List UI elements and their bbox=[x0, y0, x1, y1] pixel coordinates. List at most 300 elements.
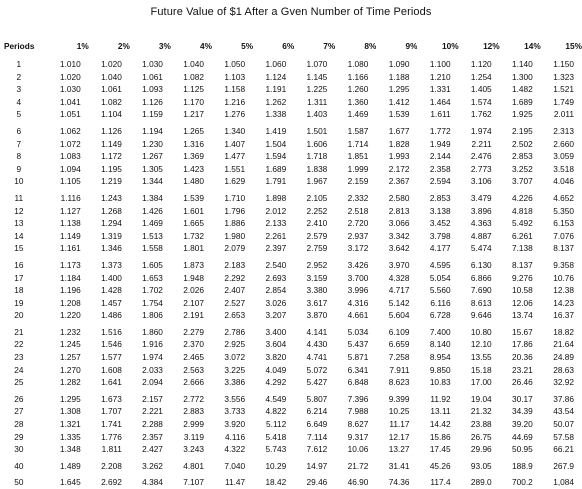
value-cell: 3.518 bbox=[553, 163, 574, 174]
value-cell: 2.033 bbox=[142, 364, 163, 375]
value-cell: 1.776 bbox=[101, 431, 122, 442]
table-title: Future Value of $1 After a Gven Number of Time Periods bbox=[150, 6, 432, 18]
value-cell: 1.464 bbox=[429, 96, 451, 107]
value-cell: 1.126 bbox=[142, 96, 163, 107]
value-cell: 1.577 bbox=[101, 352, 122, 363]
value-cell: 1.348 bbox=[59, 444, 81, 455]
value-cell: 3.996 bbox=[347, 285, 369, 296]
value-cell: 3.733 bbox=[224, 406, 246, 417]
value-cell: 2.221 bbox=[142, 406, 163, 417]
value-cell: 1.243 bbox=[101, 192, 122, 203]
value-cell: 4.887 bbox=[470, 230, 492, 241]
value-cell: 10.83 bbox=[429, 377, 451, 388]
table-row bbox=[0, 58, 582, 71]
value-cell: 1.851 bbox=[347, 151, 369, 162]
value-cell: 1.405 bbox=[470, 84, 492, 95]
value-cell: 18.82 bbox=[553, 326, 574, 337]
value-cell: 1.806 bbox=[142, 310, 163, 321]
value-cell: 1.127 bbox=[59, 205, 81, 216]
value-cell: 13.74 bbox=[512, 310, 533, 321]
value-cell: 44.69 bbox=[512, 431, 533, 442]
period-cell: 8 bbox=[16, 151, 22, 162]
value-cell: 1.061 bbox=[101, 84, 122, 95]
value-cell: 11.92 bbox=[430, 393, 451, 404]
value-cell: 2.261 bbox=[265, 230, 287, 241]
value-cell: 12.17 bbox=[388, 431, 410, 442]
value-cell: 2.144 bbox=[429, 151, 451, 162]
value-cell: 2.540 bbox=[265, 259, 287, 270]
value-cell: 4.818 bbox=[512, 205, 533, 216]
value-cell: 1.860 bbox=[142, 326, 163, 337]
value-cell: 1.587 bbox=[347, 125, 369, 136]
table-row bbox=[0, 175, 582, 188]
value-cell: 11.47 bbox=[224, 477, 246, 488]
value-cell: 7.988 bbox=[347, 406, 369, 417]
value-cell: 2.026 bbox=[183, 285, 205, 296]
value-cell: 1.407 bbox=[224, 138, 246, 149]
value-cell: 4.226 bbox=[512, 192, 533, 203]
period-cell: 15 bbox=[14, 243, 24, 254]
value-cell: 4.549 bbox=[265, 393, 287, 404]
table-row bbox=[0, 272, 582, 285]
table-row bbox=[0, 351, 582, 364]
value-cell: 7.612 bbox=[306, 444, 328, 455]
table-row bbox=[0, 205, 582, 218]
value-cell: 9.317 bbox=[347, 431, 369, 442]
value-cell: 2.518 bbox=[347, 205, 369, 216]
value-cell: 1.103 bbox=[224, 71, 246, 82]
value-cell: 1.702 bbox=[142, 285, 163, 296]
value-cell: 1.501 bbox=[306, 125, 328, 136]
value-cell: 2.660 bbox=[553, 138, 574, 149]
value-cell: 29.46 bbox=[306, 477, 328, 488]
value-cell: 6.728 bbox=[429, 310, 451, 321]
value-cell: 2.786 bbox=[224, 326, 246, 337]
value-cell: 9.399 bbox=[388, 393, 410, 404]
table-row bbox=[0, 230, 582, 243]
value-cell: 1.412 bbox=[388, 96, 410, 107]
table-row bbox=[0, 163, 582, 176]
value-cell: 1.124 bbox=[265, 71, 287, 82]
value-cell: 1.126 bbox=[101, 125, 122, 136]
column-header-rate: 10% bbox=[441, 41, 459, 51]
value-cell: 93.05 bbox=[470, 460, 492, 471]
value-cell: 1.308 bbox=[59, 406, 81, 417]
value-cell: 1.305 bbox=[142, 163, 163, 174]
value-cell: 2.292 bbox=[224, 272, 246, 283]
value-cell: 5.418 bbox=[265, 431, 287, 442]
value-cell: 7.114 bbox=[307, 431, 328, 442]
value-cell: 1.195 bbox=[101, 163, 122, 174]
value-cell: 1.149 bbox=[101, 138, 122, 149]
value-cell: 8.140 bbox=[429, 339, 451, 350]
value-cell: 2.720 bbox=[347, 218, 369, 229]
value-cell: 1.140 bbox=[512, 59, 533, 69]
value-cell: 30.17 bbox=[512, 393, 533, 404]
value-cell: 1.050 bbox=[224, 59, 246, 69]
value-cell: 1.340 bbox=[224, 125, 246, 136]
value-cell: 3.207 bbox=[265, 310, 287, 321]
value-cell: 1.194 bbox=[142, 125, 163, 136]
value-cell: 1.191 bbox=[265, 84, 287, 95]
period-cell: 13 bbox=[14, 218, 24, 229]
value-cell: 28.63 bbox=[553, 364, 574, 375]
value-cell: 1.295 bbox=[388, 84, 410, 95]
value-cell: 2.211 bbox=[471, 138, 492, 149]
value-cell: 1.749 bbox=[553, 96, 574, 107]
period-cell: 20 bbox=[14, 310, 24, 321]
table-row bbox=[0, 71, 582, 84]
value-cell: 6.848 bbox=[347, 377, 369, 388]
value-cell: 1.403 bbox=[306, 109, 328, 120]
value-cell: 1.208 bbox=[59, 297, 81, 308]
value-cell: 3.452 bbox=[429, 218, 451, 229]
value-cell: 1.070 bbox=[306, 59, 328, 69]
value-cell: 1.295 bbox=[59, 393, 81, 404]
period-cell: 5 bbox=[16, 109, 22, 120]
value-cell: 1.344 bbox=[142, 176, 163, 187]
value-cell: 3.400 bbox=[265, 326, 287, 337]
value-cell: 3.342 bbox=[388, 230, 410, 241]
value-cell: 46.90 bbox=[347, 477, 369, 488]
value-cell: 34.39 bbox=[512, 406, 533, 417]
value-cell: 2.313 bbox=[553, 125, 574, 136]
table-row bbox=[0, 460, 582, 473]
value-cell: 66.21 bbox=[553, 444, 574, 455]
value-cell: 43.54 bbox=[553, 406, 574, 417]
value-cell: 1.608 bbox=[101, 364, 122, 375]
value-cell: 1.104 bbox=[101, 109, 122, 120]
value-cell: 2.853 bbox=[512, 151, 533, 162]
value-cell: 2.937 bbox=[347, 230, 369, 241]
value-cell: 1.606 bbox=[306, 138, 328, 149]
value-cell: 3.225 bbox=[224, 364, 246, 375]
value-cell: 8.623 bbox=[388, 377, 410, 388]
value-cell: 32.92 bbox=[553, 377, 574, 388]
value-cell: 4.717 bbox=[388, 285, 410, 296]
value-cell: 4.116 bbox=[224, 431, 246, 442]
value-cell: 9.276 bbox=[512, 272, 533, 283]
value-cell: 1.172 bbox=[101, 151, 122, 162]
table-row bbox=[0, 476, 582, 489]
value-cell: 1.094 bbox=[59, 163, 81, 174]
value-cell: 2.925 bbox=[224, 339, 246, 350]
future-value-table bbox=[0, 40, 582, 489]
value-cell: 3.920 bbox=[224, 419, 246, 430]
value-cell: 5.871 bbox=[347, 352, 369, 363]
period-cell: 14 bbox=[14, 230, 24, 241]
value-cell: 1.974 bbox=[142, 352, 163, 363]
value-cell: 188.9 bbox=[512, 460, 533, 471]
period-cell: 22 bbox=[14, 339, 24, 350]
value-cell: 3.119 bbox=[183, 431, 205, 442]
value-cell: 4.328 bbox=[388, 272, 410, 283]
table-row bbox=[0, 125, 582, 138]
value-cell: 1.641 bbox=[101, 377, 122, 388]
value-cell: 1.605 bbox=[142, 259, 163, 270]
value-cell: 1.072 bbox=[59, 138, 81, 149]
value-cell: 13.11 bbox=[430, 406, 451, 417]
value-cell: 1.159 bbox=[142, 109, 163, 120]
value-cell: 1.689 bbox=[265, 163, 287, 174]
value-cell: 2.476 bbox=[470, 151, 492, 162]
value-cell: 1.539 bbox=[183, 192, 205, 203]
value-cell: 3.820 bbox=[265, 352, 287, 363]
value-cell: 3.896 bbox=[470, 205, 492, 216]
table-row bbox=[0, 364, 582, 377]
value-cell: 1.574 bbox=[470, 96, 492, 107]
value-cell: 3.252 bbox=[512, 163, 533, 174]
value-cell: 5.492 bbox=[512, 218, 533, 229]
period-cell: 23 bbox=[14, 352, 24, 363]
value-cell: 8.954 bbox=[429, 352, 451, 363]
value-cell: 4.316 bbox=[347, 297, 369, 308]
value-cell: 1.653 bbox=[142, 272, 163, 283]
value-cell: 1.741 bbox=[101, 419, 122, 430]
value-cell: 5.743 bbox=[265, 444, 287, 455]
value-cell: 4.141 bbox=[306, 326, 328, 337]
value-cell: 8.613 bbox=[470, 297, 492, 308]
value-cell: 1.217 bbox=[183, 109, 205, 120]
value-cell: 7.107 bbox=[183, 477, 205, 488]
value-cell: 5.034 bbox=[347, 326, 369, 337]
value-cell: 5.072 bbox=[306, 364, 328, 375]
value-cell: 1.594 bbox=[265, 151, 287, 162]
value-cell: 267.9 bbox=[553, 460, 574, 471]
value-cell: 15.86 bbox=[429, 431, 451, 442]
column-header-rate: 7% bbox=[323, 41, 336, 51]
value-cell: 3.798 bbox=[429, 230, 451, 241]
value-cell: 1.629 bbox=[224, 176, 246, 187]
value-cell: 1.083 bbox=[59, 151, 81, 162]
value-cell: 3.026 bbox=[265, 297, 287, 308]
value-cell: 26.46 bbox=[512, 377, 533, 388]
table-row bbox=[0, 138, 582, 151]
value-cell: 29.96 bbox=[470, 444, 492, 455]
value-cell: 23.88 bbox=[470, 419, 492, 430]
value-cell: 1.061 bbox=[142, 71, 163, 82]
value-cell: 1.188 bbox=[388, 71, 410, 82]
value-cell: 3.386 bbox=[224, 377, 246, 388]
value-cell: 1.170 bbox=[183, 96, 205, 107]
value-cell: 37.86 bbox=[553, 393, 574, 404]
value-cell: 3.870 bbox=[306, 310, 328, 321]
value-cell: 3.138 bbox=[429, 205, 451, 216]
value-cell: 17.00 bbox=[470, 377, 492, 388]
table-row bbox=[0, 217, 582, 230]
value-cell: 2.853 bbox=[429, 192, 451, 203]
value-cell: 1.707 bbox=[101, 406, 122, 417]
value-cell: 5.054 bbox=[429, 272, 451, 283]
value-cell: 1.469 bbox=[142, 218, 163, 229]
period-cell: 6 bbox=[16, 125, 22, 136]
value-cell: 3.642 bbox=[388, 243, 410, 254]
value-cell: 12.06 bbox=[512, 297, 533, 308]
value-cell: 1.419 bbox=[265, 125, 287, 136]
value-cell: 21.32 bbox=[470, 406, 492, 417]
value-cell: 7.138 bbox=[512, 243, 533, 254]
value-cell: 4.177 bbox=[429, 243, 451, 254]
value-cell: 2.357 bbox=[142, 431, 163, 442]
value-cell: 4.363 bbox=[470, 218, 492, 229]
value-cell: 1.030 bbox=[59, 84, 81, 95]
column-header-rate: 2% bbox=[117, 41, 130, 51]
value-cell: 1.384 bbox=[142, 192, 163, 203]
value-cell: 1.360 bbox=[347, 96, 369, 107]
value-cell: 6.130 bbox=[470, 259, 492, 270]
value-cell: 1.311 bbox=[307, 96, 328, 107]
value-cell: 9.358 bbox=[553, 259, 574, 270]
period-cell: 17 bbox=[14, 272, 24, 283]
value-cell: 3.262 bbox=[142, 460, 163, 471]
value-cell: 1.516 bbox=[101, 326, 122, 337]
value-cell: 2.759 bbox=[306, 243, 328, 254]
value-cell: 1.551 bbox=[224, 163, 246, 174]
value-cell: 1.260 bbox=[347, 84, 369, 95]
period-cell: 50 bbox=[14, 477, 24, 488]
value-cell: 11.17 bbox=[389, 419, 410, 430]
value-cell: 4.430 bbox=[306, 339, 328, 350]
table-row bbox=[0, 242, 582, 255]
value-cell: 5.112 bbox=[266, 419, 287, 430]
value-cell: 2.692 bbox=[101, 477, 122, 488]
table-row bbox=[0, 405, 582, 418]
value-cell: 1.150 bbox=[553, 59, 574, 69]
value-cell: 2.813 bbox=[388, 205, 410, 216]
period-cell: 4 bbox=[16, 96, 22, 107]
value-cell: 1.796 bbox=[224, 205, 246, 216]
value-cell: 2.563 bbox=[183, 364, 205, 375]
value-cell: 2.773 bbox=[470, 163, 492, 174]
value-cell: 1.300 bbox=[512, 71, 533, 82]
value-cell: 3.380 bbox=[306, 285, 328, 296]
value-cell: 1.120 bbox=[470, 59, 492, 69]
value-cell: 1.173 bbox=[59, 259, 81, 270]
table-row bbox=[0, 326, 582, 339]
value-cell: 10.76 bbox=[553, 272, 574, 283]
value-cell: 1.714 bbox=[347, 138, 369, 149]
value-cell: 1.710 bbox=[224, 192, 246, 203]
value-cell: 7.396 bbox=[347, 393, 369, 404]
value-cell: 1.232 bbox=[59, 326, 81, 337]
value-cell: 1.116 bbox=[60, 192, 81, 203]
column-header-rate: 9% bbox=[405, 41, 418, 51]
value-cell: 1.373 bbox=[101, 259, 122, 270]
value-cell: 2.527 bbox=[224, 297, 246, 308]
value-cell: 3.243 bbox=[183, 444, 205, 455]
value-cell: 7.258 bbox=[388, 352, 410, 363]
value-cell: 117.4 bbox=[430, 477, 451, 488]
value-cell: 5.807 bbox=[306, 393, 328, 404]
value-cell: 1.220 bbox=[59, 310, 81, 321]
value-cell: 2.410 bbox=[306, 218, 328, 229]
value-cell: 2.772 bbox=[183, 393, 205, 404]
value-cell: 17.86 bbox=[512, 339, 533, 350]
period-cell: 29 bbox=[14, 431, 24, 442]
value-cell: 2.105 bbox=[306, 192, 328, 203]
value-cell: 1.762 bbox=[470, 109, 492, 120]
value-cell: 1.477 bbox=[224, 151, 246, 162]
table-row bbox=[0, 309, 582, 322]
future-value-table-container bbox=[0, 40, 582, 489]
value-cell: 1.426 bbox=[142, 205, 163, 216]
value-cell: 1.948 bbox=[183, 272, 205, 283]
value-cell: 3.426 bbox=[347, 259, 369, 270]
value-cell: 1.504 bbox=[265, 138, 287, 149]
value-cell: 2.172 bbox=[388, 163, 410, 174]
value-cell: 1.338 bbox=[265, 109, 287, 120]
value-cell: 4.322 bbox=[224, 444, 246, 455]
value-cell: 2.999 bbox=[183, 419, 205, 430]
value-cell: 2.012 bbox=[265, 205, 287, 216]
value-cell: 50.95 bbox=[512, 444, 533, 455]
value-cell: 10.25 bbox=[388, 406, 410, 417]
value-cell: 7.076 bbox=[553, 230, 574, 241]
value-cell: 2.367 bbox=[388, 176, 410, 187]
value-cell: 31.41 bbox=[388, 460, 410, 471]
value-cell: 7.911 bbox=[389, 364, 410, 375]
value-cell: 1.100 bbox=[429, 59, 451, 69]
value-cell: 2.157 bbox=[142, 393, 163, 404]
value-cell: 5.560 bbox=[429, 285, 451, 296]
column-header-rate: 15% bbox=[565, 41, 582, 51]
value-cell: 2.288 bbox=[142, 419, 163, 430]
value-cell: 1.082 bbox=[183, 71, 205, 82]
value-cell: 1.041 bbox=[59, 96, 81, 107]
value-cell: 7.400 bbox=[429, 326, 451, 337]
value-cell: 1.316 bbox=[183, 138, 205, 149]
value-cell: 2.191 bbox=[183, 310, 205, 321]
value-cell: 4.801 bbox=[183, 460, 205, 471]
value-cell: 1.457 bbox=[101, 297, 122, 308]
value-cell: 1.335 bbox=[59, 431, 81, 442]
value-cell: 8.627 bbox=[347, 419, 369, 430]
value-cell: 4.595 bbox=[429, 259, 451, 270]
value-cell: 2.693 bbox=[265, 272, 287, 283]
value-cell: 14.23 bbox=[553, 297, 574, 308]
value-cell: 2.358 bbox=[429, 163, 451, 174]
value-cell: 1.125 bbox=[183, 84, 205, 95]
value-cell: 1.225 bbox=[306, 84, 328, 95]
value-cell: 6.649 bbox=[306, 419, 328, 430]
value-cell: 1.811 bbox=[101, 444, 122, 455]
value-cell: 2.370 bbox=[183, 339, 205, 350]
value-cell: 1.020 bbox=[59, 71, 81, 82]
value-cell: 7.690 bbox=[470, 285, 492, 296]
value-cell: 1.145 bbox=[306, 71, 328, 82]
value-cell: 4.049 bbox=[265, 364, 287, 375]
value-cell: 2.159 bbox=[347, 176, 369, 187]
table-header bbox=[0, 40, 582, 58]
column-header-rate: 3% bbox=[158, 41, 171, 51]
period-cell: 11 bbox=[14, 192, 24, 203]
value-cell: 2.279 bbox=[183, 326, 205, 337]
value-cell: 3.604 bbox=[265, 339, 287, 350]
value-cell: 1.323 bbox=[553, 71, 574, 82]
period-cell: 7 bbox=[16, 138, 22, 149]
table-row bbox=[0, 83, 582, 96]
value-cell: 14.42 bbox=[429, 419, 451, 430]
value-cell: 14.97 bbox=[306, 460, 328, 471]
value-cell: 1.268 bbox=[101, 205, 122, 216]
value-cell: 3.617 bbox=[306, 297, 328, 308]
value-cell: 6.261 bbox=[512, 230, 533, 241]
value-cell: 2.883 bbox=[183, 406, 205, 417]
value-cell: 13.55 bbox=[470, 352, 492, 363]
value-cell: 1.321 bbox=[59, 419, 81, 430]
value-cell: 19.04 bbox=[470, 393, 492, 404]
header-row bbox=[0, 40, 582, 53]
